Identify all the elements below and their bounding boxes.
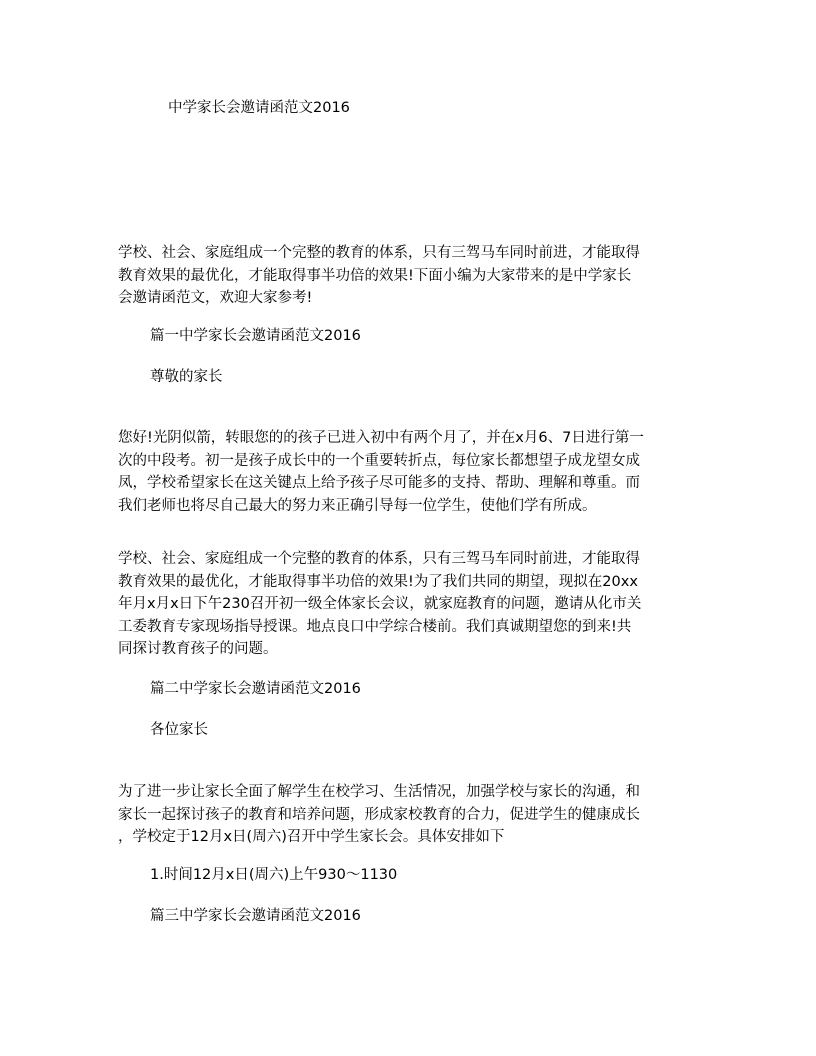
section2-heading: 篇二中学家长会邀请函范文2016 — [150, 681, 361, 697]
section1-paragraph-2: 学校、社会、家庭组成一个完整的教育的体系，只有三驾马车同时前进，才能取得 教育效果的最优化，才能取得事半功倍的效果!为了我们共同的期望，现拟在20xx 年月x月x日下午230召开初一级全体家长会议，就家庭教育的问题，邀请从化市关 工委教育专家现场指导授课。地点良口中学综合楼前。我们真诚期望您的到来!共 同探讨教育孩子的问题。 — [118, 551, 642, 657]
section1-heading: 篇一中学家长会邀请函范文2016 — [150, 328, 361, 344]
section3-heading: 篇三中学家长会邀请函范文2016 — [150, 908, 361, 924]
page-title: 中学家长会邀请函范文2016 — [168, 100, 350, 116]
intro-paragraph: 学校、社会、家庭组成一个完整的教育的体系，只有三驾马车同时前进，才能取得 教育效果的最优化，才能取得事半功倍的效果!下面小编为大家带来的是中学家长 会邀请函范文，欢迎大家参考! — [118, 245, 640, 306]
section2-salutation: 各位家长 — [150, 722, 208, 738]
section2-list-item-1: 1.时间12月x日(周六)上午930～1130 — [150, 867, 398, 883]
section1-paragraph-1: 您好!光阴似箭，转眼您的的孩子已进入初中有两个月了，并在x月6、7日进行第一 次的中段考。初一是孩子成长中的一个重要转折点，每位家长都想望子成龙望女成 凤，学校希望家长在这关键点上给予孩子尽可能多的支持、帮助、理解和尊重。而 我们老师也将尽自己最大的努力来正确引导每一位学生，使他们学有所成。 — [118, 430, 644, 514]
section1-salutation: 尊敬的家长 — [150, 369, 223, 385]
section2-paragraph-1: 为了进一步让家长全面了解学生在校学习、生活情况，加强学校与家长的沟通，和 家长一起探讨孩子的教育和培养问题，形成家校教育的合力，促进学生的健康成长 ，学校定于12月x日(周六)召开中学生家长会。具体安排如下 — [118, 784, 640, 845]
